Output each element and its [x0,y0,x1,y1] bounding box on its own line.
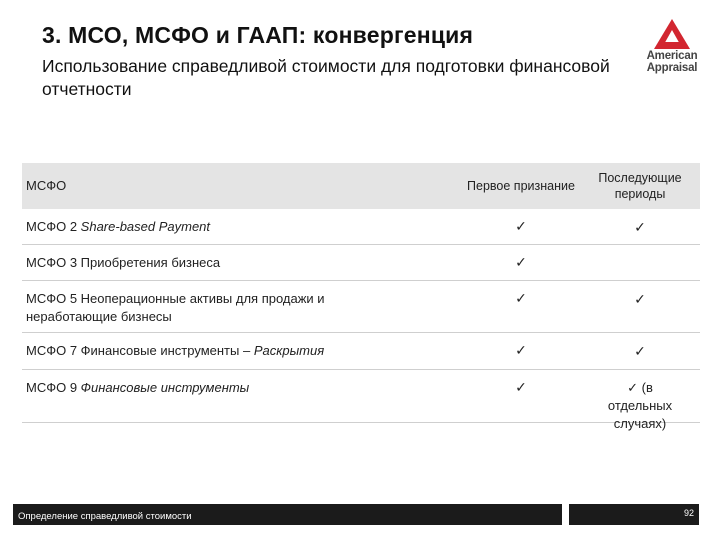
header-standard: МСФО [26,178,67,193]
subsequent-check-note: ✓ (в отдельных случаях) [607,380,673,431]
initial-check-icon: ✓ [515,218,527,234]
subsequent-check-icon: ✓ [634,219,646,235]
table-row [22,370,700,431]
slide-title: 3. МСО, МСФО и ГААП: конвергенция [42,22,474,48]
header-initial-recognition: Первое признание [467,179,575,193]
initial-check-icon: ✓ [515,254,527,270]
subsequent-check-icon: ✓ [634,291,646,307]
row-standard: МСФО 5 Неоперационные активы для продажи и неработающие бизнесы [26,291,325,324]
logo-text-line2: Appraisal [646,62,698,74]
table-row [22,209,700,245]
initial-check-icon: ✓ [515,290,527,306]
page-number-box [569,504,699,525]
row-standard: МСФО 2 Share-based Payment [26,219,211,234]
table-row [22,281,700,333]
initial-check-icon: ✓ [515,342,527,358]
footer-text: Определение справедливой стоимости [18,511,192,522]
slide-subtitle: Использование справедливой стоимости для подготовки финансовой отчетности [42,56,610,99]
table-row [22,333,700,370]
ifrs-fair-value-table [22,163,700,431]
triangle-logo-icon [653,18,691,50]
american-appraisal-logo [637,18,707,88]
footer-bar [13,504,562,525]
row-standard: МСФО 7 Финансовые инструменты – Раскрытия [26,343,325,358]
header-subsequent-periods: Последующие периоды [598,171,682,201]
row-standard: МСФО 9 Финансовые инструменты [26,380,250,395]
table-header-row [22,163,700,209]
page-number: 92 [683,508,694,518]
row-standard: МСФО 3 Приобретения бизнеса [26,255,221,270]
table-row [22,245,700,281]
subsequent-check-icon: ✓ [634,343,646,359]
initial-check-icon: ✓ [515,379,527,395]
logo-text-line1: American [646,50,698,62]
